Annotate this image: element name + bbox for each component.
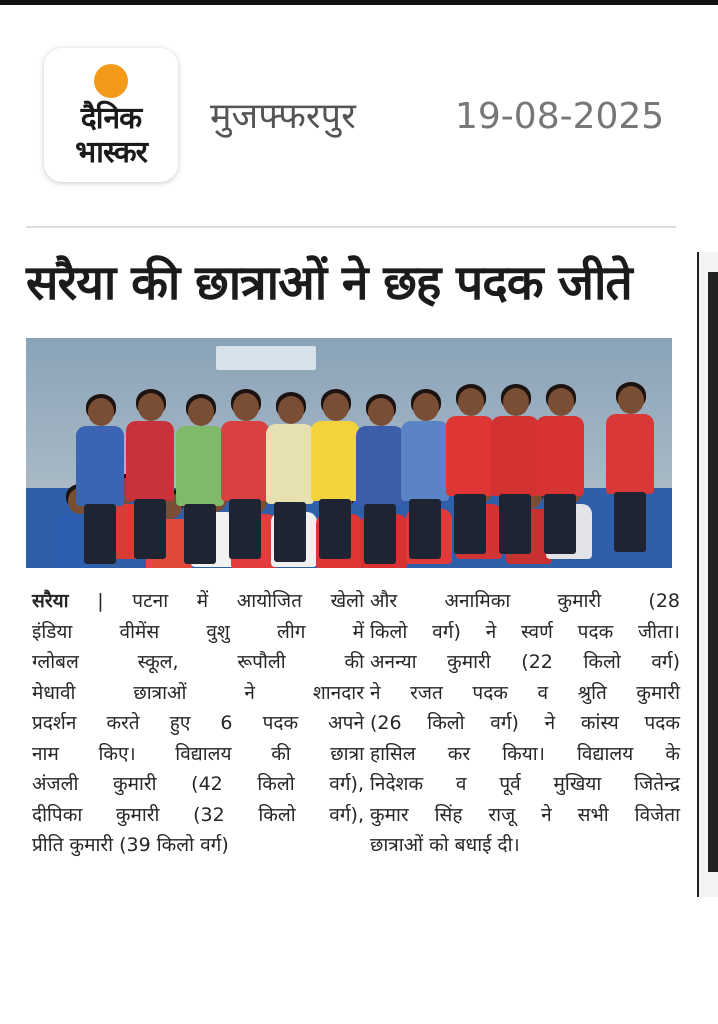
article-column-right — [370, 586, 680, 861]
article-line: ग्लोबल स्कूल, रूपौली की — [32, 651, 364, 673]
photo-banner — [216, 346, 316, 370]
article-line: ने रजत पदक व श्रुति कुमारी — [370, 681, 680, 704]
article-line: अनन्या कुमारी (22 किलो वर्ग) — [370, 651, 680, 673]
article-line: छात्राओं को बधाई दी। — [370, 834, 520, 856]
article-line: मेधावी छात्राओं ने शानदार — [32, 681, 364, 704]
article-line-text: | पटना में आयोजित खेलो — [97, 590, 364, 612]
article-line: दीपिका कुमारी (32 किलो वर्ग), — [32, 803, 364, 826]
article-line: (26 किलो वर्ग) ने कांस्य पदक — [370, 712, 680, 734]
article-line: और अनामिका कुमारी (28 — [370, 590, 680, 612]
article-line: नाम किए। विद्यालय की छात्रा — [32, 742, 364, 765]
article-column-left — [32, 586, 364, 861]
adjacent-column-border — [708, 272, 718, 872]
article-line: कुमार सिंह राजू ने सभी विजेता — [370, 803, 680, 826]
logo-text-line2: भास्कर — [75, 135, 147, 170]
sun-icon — [94, 64, 128, 98]
top-border — [0, 0, 718, 5]
article-line: प्रदर्शन करते हुए 6 पदक अपने — [32, 712, 364, 734]
edition-city: मुजफ्फरपुर — [210, 96, 356, 137]
article-line: प्रीति कुमारी (39 किलो वर्ग) — [32, 834, 229, 856]
team-photo — [26, 338, 672, 568]
edition-date: 19-08-2025 — [455, 96, 665, 137]
article-line: हासिल कर किया। विद्यालय के — [370, 742, 680, 765]
article-line: निदेशक व पूर्व मुखिया जितेन्द्र — [370, 773, 680, 795]
article-line: अंजली कुमारी (42 किलो वर्ग), — [32, 773, 364, 795]
article-line: इंडिया वीमेंस वुशु लीग में — [32, 620, 364, 643]
divider — [26, 226, 676, 228]
article-line — [32, 586, 364, 617]
newspaper-logo — [44, 48, 178, 182]
logo-text-line1: दैनिक — [80, 101, 142, 136]
dateline: सरैया — [32, 590, 69, 612]
article-line: किलो वर्ग) ने स्वर्ण पदक जीता। — [370, 620, 680, 643]
article-headline: सरैया की छात्राओं ने छह पदक जीते — [26, 255, 632, 311]
